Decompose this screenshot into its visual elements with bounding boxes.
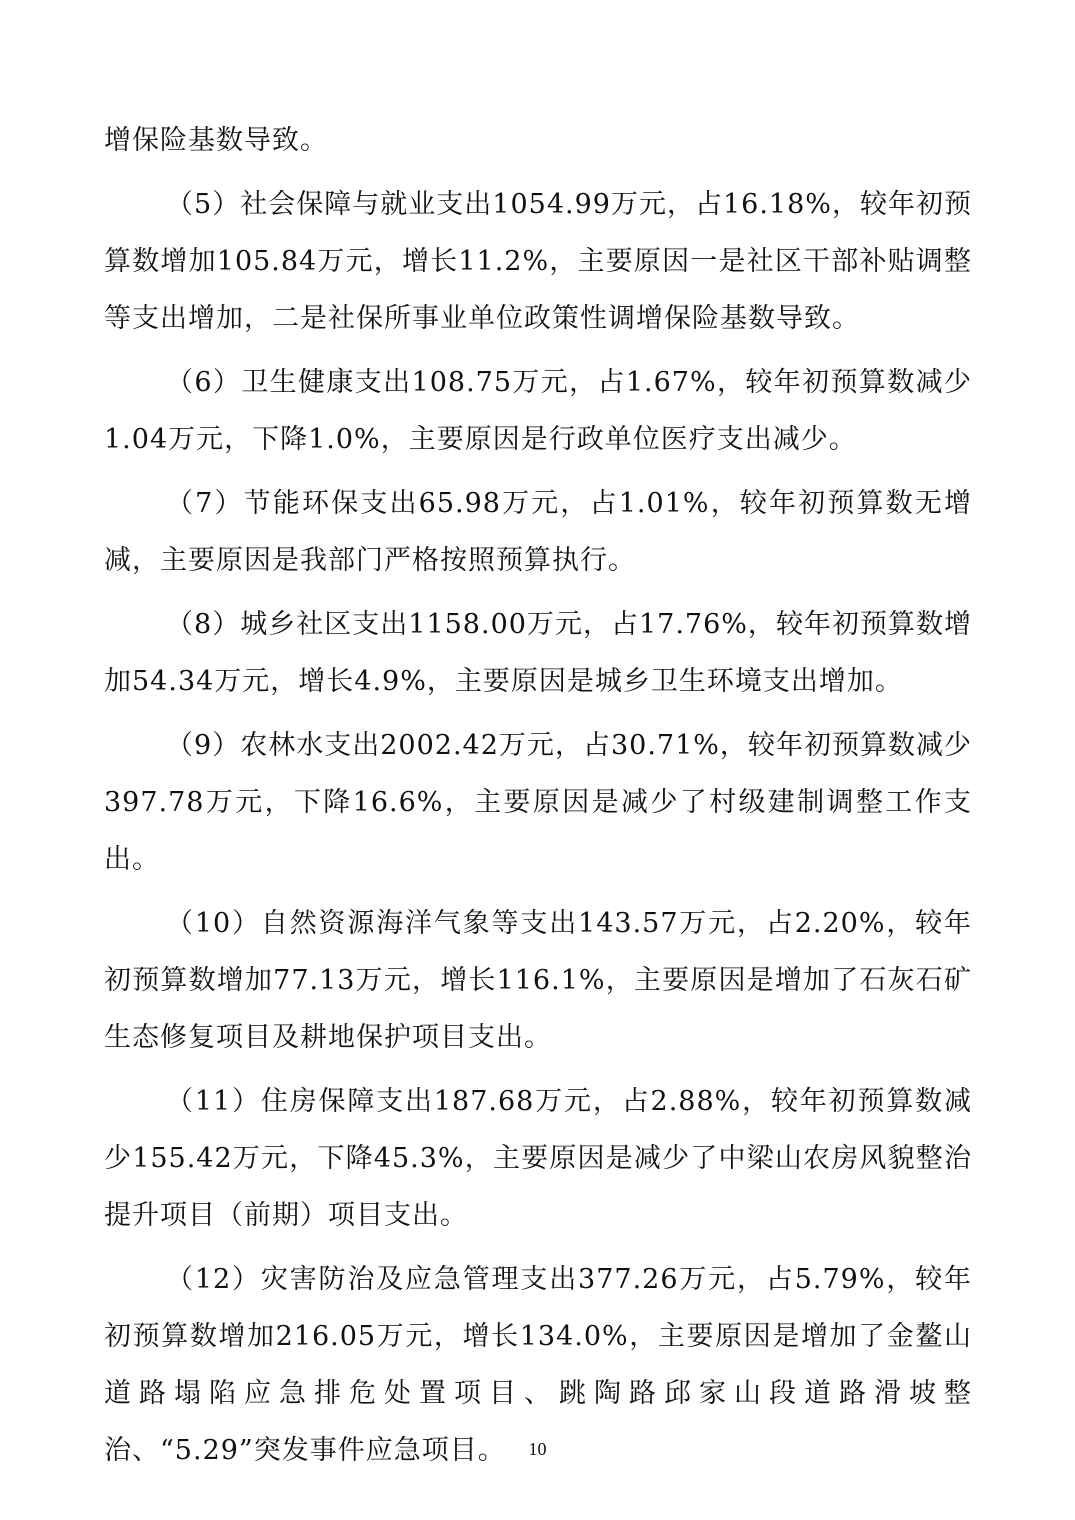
paragraph-continuation: 增保险基数导致。 [104,125,328,156]
paragraph-housing: （11）住房保障支出187.68万元，占2.88%，较年初预算数减少155.42万元，下降45.3%，主要原因是减少了中梁山农房风貌整治提升项目（前期）项目支出。 [104,1086,972,1231]
paragraph-energy-environment: （7）节能环保支出65.98万元，占1.01%，较年初预算数无增减，主要原因是我部门严格按照预算执行。 [104,488,972,576]
paragraph-social-security: （5）社会保障与就业支出1054.99万元，占16.18%，较年初预算数增加105.84万元，增长11.2%，主要原因一是社区干部补贴调整等支出增加，二是社保所事业单位政策性调增保险基数导致。 [104,189,972,334]
paragraph-urban-rural-community: （8）城乡社区支出1158.00万元，占17.76%，较年初预算数增加54.34万元，增长4.9%，主要原因是城乡卫生环境支出增加。 [104,609,972,697]
paragraph-disaster-prevention: （12）灾害防治及应急管理支出377.26万元，占5.79%，较年初预算数增加216.05万元，增长134.0%，主要原因是增加了金鳌山道路塌陷应急排危处置项目、跳陶路邱家山段道路滑坡整治、“5.29”突发事件应急项目。 [104,1264,972,1466]
page-number: 10 [528,1439,547,1459]
document-body [104,112,972,1479]
paragraph-natural-resources: （10）自然资源海洋气象等支出143.57万元，占2.20%，较年初预算数增加77.13万元，增长116.1%，主要原因是增加了石灰石矿生态修复项目及耕地保护项目支出。 [104,908,972,1053]
paragraph-health: （6）卫生健康支出108.75万元，占1.67%，较年初预算数减少1.04万元，下降1.0%，主要原因是行政单位医疗支出减少。 [104,367,972,455]
paragraph-agriculture-forestry-water: （9）农林水支出2002.42万元，占30.71%，较年初预算数减少397.78万元，下降16.6%，主要原因是减少了村级建制调整工作支出。 [104,730,972,875]
